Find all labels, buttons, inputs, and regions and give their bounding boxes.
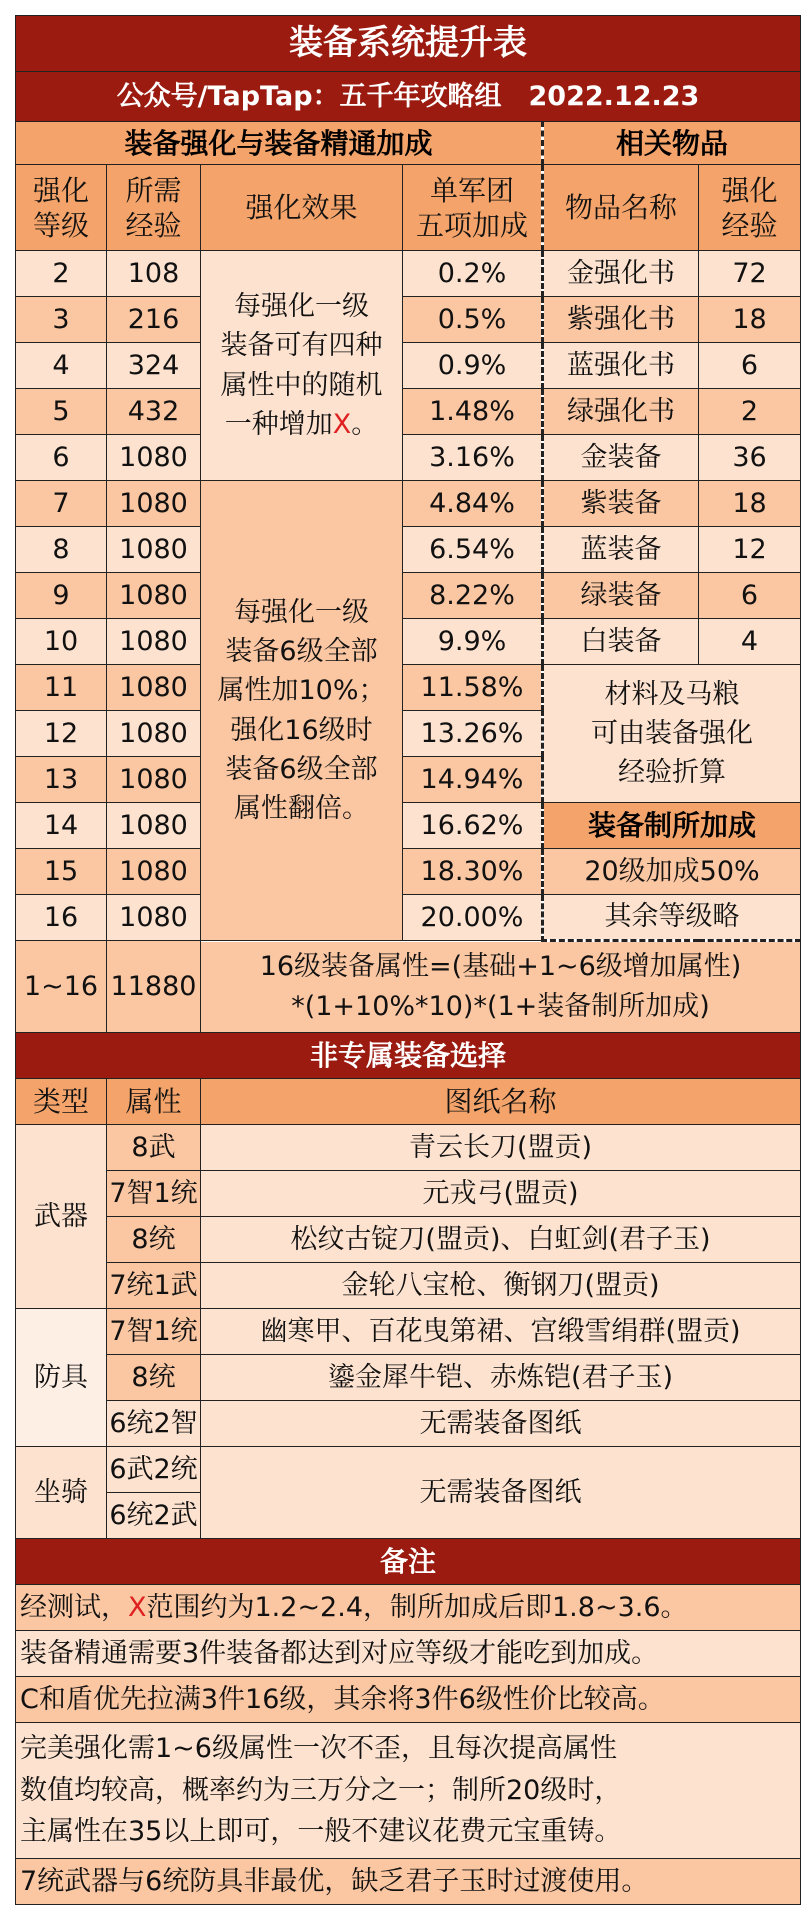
- blueprint-cell-mount: 无需装备图纸: [201, 1447, 801, 1539]
- type-armor: 防具: [16, 1309, 107, 1447]
- workshop-rest: 其余等级略: [543, 895, 801, 941]
- blueprint-cell: 鎏金犀牛铠、赤炼铠(君子玉): [201, 1355, 801, 1401]
- blueprint-cell: 元戎弓(盟贡): [201, 1171, 801, 1217]
- bonus-cell: 0.5%: [403, 297, 543, 343]
- workshop-level20: 20级加成50%: [543, 849, 801, 895]
- item-name-cell: 金装备: [543, 435, 699, 481]
- item-name-cell: 绿装备: [543, 573, 699, 619]
- total-exp: 11880: [107, 941, 201, 1033]
- level-cell: 2: [16, 251, 107, 297]
- section1-right-header: 相关物品: [543, 122, 801, 165]
- col-header-item-exp: 强化 经验: [699, 165, 801, 251]
- level-cell: 4: [16, 343, 107, 389]
- exp-cell: 324: [107, 343, 201, 389]
- item-name-cell: 紫强化书: [543, 297, 699, 343]
- bonus-cell: 4.84%: [403, 481, 543, 527]
- level-cell: 7: [16, 481, 107, 527]
- blueprint-cell: 幽寒甲、百花曳第裙、宫缎雪绢群(盟贡): [201, 1309, 801, 1355]
- item-name-cell: 蓝装备: [543, 527, 699, 573]
- level-cell: 10: [16, 619, 107, 665]
- upgrade-table: [15, 15, 801, 1905]
- note-priority: C和盾优先拉满3件16级，其余将3件6级性价比较高。: [16, 1677, 801, 1723]
- note-perfect-upgrade: 完美强化需1~6级属性一次不歪，且每次提高属性 数值均较高，概率约为三万分之一；制所20级时， 主属性在35以上即可，一般不建议花费元宝重铸。: [16, 1723, 801, 1859]
- attr-cell: 6统2武: [107, 1493, 201, 1539]
- x-marker: X: [332, 408, 352, 440]
- level-cell: 5: [16, 389, 107, 435]
- bonus-cell: 16.62%: [403, 803, 543, 849]
- effect-levels-2-6: 每强化一级 装备可有四种 属性中的随机 一种增加X。: [201, 251, 403, 481]
- level-cell: 16: [16, 895, 107, 941]
- item-name-cell: 蓝强化书: [543, 343, 699, 389]
- note-mastery: 装备精通需要3件装备都达到对应等级才能吃到加成。: [16, 1631, 801, 1677]
- item-exp-cell: 18: [699, 481, 801, 527]
- exp-cell: 1080: [107, 849, 201, 895]
- item-exp-cell: 72: [699, 251, 801, 297]
- workshop-bonus-header: 装备制所加成: [543, 803, 801, 849]
- attr-cell: 7智1统: [107, 1309, 201, 1355]
- bonus-cell: 14.94%: [403, 757, 543, 803]
- blueprint-cell: 金轮八宝枪、衡钢刀(盟贡): [201, 1263, 801, 1309]
- col-header-blueprint: 图纸名称: [201, 1079, 801, 1125]
- item-exp-cell: 4: [699, 619, 801, 665]
- level-cell: 14: [16, 803, 107, 849]
- col-header-effect: 强化效果: [201, 165, 403, 251]
- bonus-cell: 6.54%: [403, 527, 543, 573]
- col-header-attr: 属性: [107, 1079, 201, 1125]
- bonus-cell: 0.2%: [403, 251, 543, 297]
- item-exp-cell: 18: [699, 297, 801, 343]
- section2-header: 非专属装备选择: [16, 1033, 801, 1079]
- exp-cell: 1080: [107, 803, 201, 849]
- level-cell: 13: [16, 757, 107, 803]
- exp-cell: 1080: [107, 619, 201, 665]
- total-level: 1~16: [16, 941, 107, 1033]
- level-cell: 15: [16, 849, 107, 895]
- note-transition: 7统武器与6统防具非最优，缺乏君子玉时过渡使用。: [16, 1859, 801, 1905]
- x-marker: X: [128, 1591, 147, 1623]
- exp-cell: 108: [107, 251, 201, 297]
- attr-cell: 6统2智: [107, 1401, 201, 1447]
- material-note: 材料及马粮 可由装备强化 经验折算: [543, 665, 801, 803]
- item-exp-cell: 2: [699, 389, 801, 435]
- item-name-cell: 金强化书: [543, 251, 699, 297]
- attr-cell: 8统: [107, 1217, 201, 1263]
- bonus-cell: 9.9%: [403, 619, 543, 665]
- item-name-cell: 绿强化书: [543, 389, 699, 435]
- exp-cell: 1080: [107, 895, 201, 941]
- bonus-cell: 1.48%: [403, 389, 543, 435]
- item-name-cell: 白装备: [543, 619, 699, 665]
- sheet-title: 装备系统提升表: [16, 16, 801, 72]
- bonus-cell: 18.30%: [403, 849, 543, 895]
- col-header-level: 强化 等级: [16, 165, 107, 251]
- blueprint-cell: 无需装备图纸: [201, 1401, 801, 1447]
- level-cell: 9: [16, 573, 107, 619]
- item-exp-cell: 6: [699, 573, 801, 619]
- level-cell: 6: [16, 435, 107, 481]
- effect-levels-7-16: 每强化一级 装备6级全部 属性加10%； 强化16级时 装备6级全部 属性翻倍。: [201, 481, 403, 941]
- col-header-bonus: 单军团 五项加成: [403, 165, 543, 251]
- exp-cell: 216: [107, 297, 201, 343]
- exp-cell: 1080: [107, 665, 201, 711]
- exp-cell: 1080: [107, 757, 201, 803]
- level-cell: 8: [16, 527, 107, 573]
- col-header-exp: 所需 经验: [107, 165, 201, 251]
- sheet-subtitle: 公众号/TapTap：五千年攻略组 2022.12.23: [16, 72, 801, 122]
- type-mount: 坐骑: [16, 1447, 107, 1539]
- exp-cell: 1080: [107, 481, 201, 527]
- section1-left-header: 装备强化与装备精通加成: [16, 122, 543, 165]
- blueprint-cell: 松纹古锭刀(盟贡)、白虹剑(君子玉): [201, 1217, 801, 1263]
- note-x-range: 经测试，X范围约为1.2~2.4，制所加成后即1.8~3.6。: [16, 1585, 801, 1631]
- col-header-item-name: 物品名称: [543, 165, 699, 251]
- exp-cell: 1080: [107, 573, 201, 619]
- exp-cell: 432: [107, 389, 201, 435]
- blueprint-cell: 青云长刀(盟贡): [201, 1125, 801, 1171]
- item-name-cell: 紫装备: [543, 481, 699, 527]
- item-exp-cell: 36: [699, 435, 801, 481]
- attr-cell: 8武: [107, 1125, 201, 1171]
- item-exp-cell: 6: [699, 343, 801, 389]
- level-cell: 12: [16, 711, 107, 757]
- exp-cell: 1080: [107, 435, 201, 481]
- bonus-cell: 20.00%: [403, 895, 543, 941]
- attr-cell: 6武2统: [107, 1447, 201, 1493]
- type-weapon: 武器: [16, 1125, 107, 1309]
- attr-cell: 8统: [107, 1355, 201, 1401]
- bonus-cell: 0.9%: [403, 343, 543, 389]
- bonus-cell: 13.26%: [403, 711, 543, 757]
- level-cell: 3: [16, 297, 107, 343]
- bonus-cell: 3.16%: [403, 435, 543, 481]
- attribute-formula: 16级装备属性=(基础+1~6级增加属性) *(1+10%*10)*(1+装备制所加成): [201, 941, 801, 1033]
- bonus-cell: 8.22%: [403, 573, 543, 619]
- equipment-upgrade-sheet: [15, 15, 800, 1920]
- col-header-type: 类型: [16, 1079, 107, 1125]
- attr-cell: 7统1武: [107, 1263, 201, 1309]
- exp-cell: 1080: [107, 527, 201, 573]
- attr-cell: 7智1统: [107, 1171, 201, 1217]
- item-exp-cell: 12: [699, 527, 801, 573]
- level-cell: 11: [16, 665, 107, 711]
- exp-cell: 1080: [107, 711, 201, 757]
- bonus-cell: 11.58%: [403, 665, 543, 711]
- section3-header: 备注: [16, 1539, 801, 1585]
